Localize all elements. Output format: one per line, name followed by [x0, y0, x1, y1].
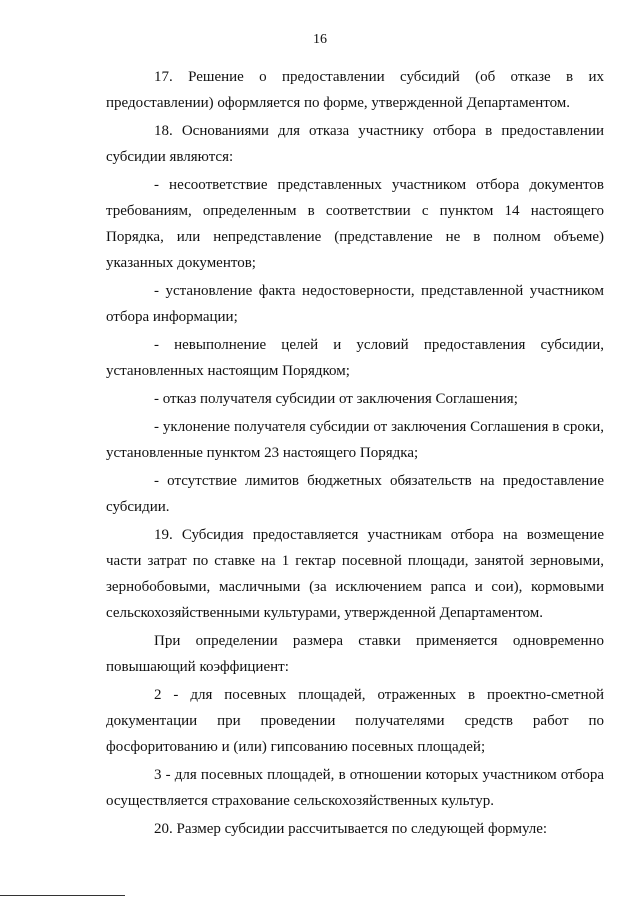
list-item: - отказ получателя субсидии от заключения Соглашения; — [154, 391, 518, 407]
paragraph-17: 17. Решение о предоставлении субсидий (об отказе в их предоставлении) оформляется по форме, утвержденной Департаментом. — [106, 69, 604, 111]
list-item: - установление факта недостоверности, представленной участником отбора информации; — [106, 283, 604, 325]
footnote-divider — [0, 895, 125, 896]
list-item: 2 - для посевных площадей, отраженных в проектно-сметной документации при проведении получателями средств работ по фосфоритованию и (или) гипсованию посевных площадей; — [106, 687, 604, 755]
page-number: 16 — [313, 32, 327, 47]
document-body — [106, 64, 604, 844]
list-item: - невыполнение целей и условий предоставления субсидии, установленных настоящим Порядком; — [106, 337, 604, 379]
paragraph-19: 19. Субсидия предоставляется участникам отбора на возмещение части затрат по ставке на 1 гектар посевной площади, занятой зерновыми, зернобобовыми, масличными (за исключением рапса и сои), кормовыми сельскохозяйственными культурами, утвержденной Департаментом. — [106, 527, 604, 621]
paragraph-20: 20. Размер субсидии рассчитывается по следующей формуле: — [154, 821, 548, 837]
list-item: - уклонение получателя субсидии от заключения Соглашения в сроки, установленные пунктом 23 настоящего Порядка; — [106, 419, 604, 461]
paragraph-18: 18. Основаниями для отказа участнику отбора в предоставлении субсидии являются: — [106, 123, 604, 165]
list-item: - отсутствие лимитов бюджетных обязательств на предоставление субсидии. — [106, 473, 604, 515]
list-item: 3 - для посевных площадей, в отношении которых участником отбора осуществляется страхование сельскохозяйственных культур. — [106, 767, 604, 809]
paragraph-coefficient: При определении размера ставки применяется одновременно повышающий коэффициент: — [106, 633, 604, 675]
list-item: - несоответствие представленных участником отбора документов требованиям, определенным в соответствии с пунктом 14 настоящего Порядка, или непредставление (представление не в полном объеме) указанных документов; — [106, 177, 604, 271]
